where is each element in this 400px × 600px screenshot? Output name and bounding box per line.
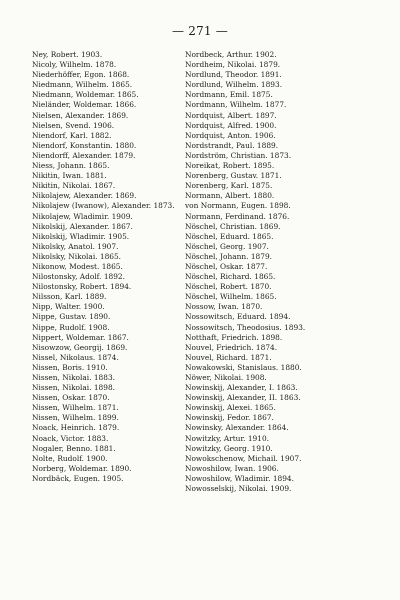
name-entry: Nikolajew, Alexander. 1869. [32,191,137,201]
name-entry: Nordlund, Wilhelm. 1893. [185,80,283,90]
name-entry: Nilostonsky, Adolf. 1892. [32,272,125,282]
name-entry: Niess, Johann. 1865. [32,161,110,171]
name-entry: Nowinsky, Alexander. 1864. [185,423,289,433]
name-entry: Niedmann, Wilhelm. 1865. [32,80,133,90]
name-entry: Nogaler, Benno. 1881. [32,443,116,453]
name-entry: Nöschel, Christian. 1869. [185,221,281,231]
name-entry: Nissen, Nikolai. 1898. [32,383,115,393]
name-entry: Normann, Ferdinand. 1876. [185,211,290,221]
name-entry: Nikolskij, Alexander. 1867. [32,221,133,231]
name-entry: Nowakowski, Stanislaus. 1880. [185,362,302,372]
name-entry: Nordstrandt, Paul. 1889. [185,140,279,150]
name-entry: Nordheim, Nikolai. 1879. [185,60,281,70]
name-entry: Nikolajew, Wladimir. 1909. [32,211,133,221]
name-entry: Nikonow, Modest. 1865. [32,261,123,271]
name-entry: Nippe, Rudolf. 1908. [32,322,110,332]
name-entry: Nowoshilow, Iwan. 1906. [185,463,279,473]
name-entry: Niendorff, Alexander. 1879. [32,150,136,160]
name-entry: Nowinskij, Alexei. 1865. [185,403,276,413]
name-entry: Nöschel, Robert. 1870. [185,282,272,292]
name-entry: Nowoshilow, Wladimir. 1894. [185,473,294,483]
name-entry: Normann, Albert. 1880. [185,191,275,201]
name-entry: Nouvel, Richard. 1871. [185,352,272,362]
name-entry: Niendorf, Karl. 1882. [32,130,112,140]
name-entry: Nordquist, Anton. 1906. [185,130,276,140]
name-entry: Nissen, Oskar. 1870. [32,393,110,403]
name-entry: Nilostonsky, Robert. 1894. [32,282,132,292]
name-entry: Nossowitsch, Theodosius. 1893. [185,322,306,332]
name-entry: Nisowzow, Georgij. 1869. [32,342,128,352]
name-entry: Nissen, Boris. 1910. [32,362,108,372]
name-entry: Norberg, Woldemar. 1890. [32,463,132,473]
name-entry: Nöwer, Nikolai. 1908. [185,373,267,382]
name-entry: Nöschel, Richard. 1865. [185,272,276,282]
name-entry: Nicoly, Wilhelm. 1878. [32,60,117,70]
name-entry: Nordquist, Alfred. 1900. [185,120,277,130]
name-entry: Nowinskij, Alexander, II. 1863. [185,393,301,403]
name-entry: Nikolajew (Iwanow), Alexander. 1873. [32,201,175,211]
name-entry: Nossowitsch, Eduard. 1894. [185,312,291,322]
name-entry: Niedmann, Woldemar. 1865. [32,90,139,100]
name-entry: Nöschel, Georg. 1907. [185,241,269,251]
name-entry: Nippe, Gustav. 1890. [32,312,111,322]
name-entry: Nöschel, Oskar. 1877. [185,261,268,271]
name-entry: Nöschel, Eduard. 1865. [185,231,274,241]
name-entry: Nissen, Wilhelm. 1871. [32,403,119,413]
name-entry: Nolte, Rudolf. 1900. [32,453,108,463]
name-entry: Nowitzky, Artur. 1910. [185,433,270,443]
name-entry: Nordbäck, Eugen. 1905. [32,473,124,483]
name-entry: Nordmann, Wilhelm. 1877. [185,100,287,110]
name-entry: von Normann, Eugen. 1898. [185,201,291,211]
name-entry: Nowinskij, Alexander, I. 1863. [185,383,298,393]
name-entry: Nordquist, Albert. 1897. [185,110,277,120]
name-entry: Nöschel, Johann. 1879. [185,251,272,261]
name-entry: Nikolsky, Anatol. 1907. [32,241,119,251]
name-entry: Norenberg, Karl. 1875. [185,181,273,191]
name-entry: Nowokschenow, Michail. 1907. [185,453,302,463]
name-entry: Nippert, Woldemar. 1867. [32,332,129,342]
left-column [32,50,202,484]
name-entry: Nikolsky, Nikolai. 1865. [32,251,122,261]
name-entry: Notthaft, Friedrich. 1898. [185,332,283,342]
right-column [185,50,370,494]
name-entry: Nielsen, Alexander. 1869. [32,110,129,120]
name-entry: Nowitzky, Georg. 1910. [185,443,273,453]
name-entry: Nordbeck, Arthur. 1902. [185,50,277,59]
name-entry: Nowinskij, Fedor. 1867. [185,413,274,423]
name-entry: Nikitin, Nikolai. 1867. [32,181,116,191]
page-number: — 271 — [172,24,228,38]
name-entry: Nordström, Christian. 1873. [185,150,292,160]
name-entry: Nilsson, Karl. 1889. [32,292,107,302]
name-entry: Nissen, Nikolai. 1883. [32,373,115,382]
name-entry: Norenberg, Gustav. 1871. [185,171,282,181]
name-entry: Nissen, Wilhelm. 1899. [32,413,119,423]
name-entry: Nordmann, Emil. 1875. [185,90,273,100]
name-entry: Nikolskij, Wladimir. 1905. [32,231,130,241]
name-entry: Niederhöffer, Egon. 1868. [32,70,130,80]
name-entry: Noack, Heinrich. 1879. [32,423,120,433]
name-entry: Nipp, Walter. 1900. [32,302,105,312]
name-entry: Noreikat, Robert. 1895. [185,161,275,171]
name-entry: Noack, Victor. 1883. [32,433,109,443]
name-entry: Nikitin, Iwan. 1881. [32,171,107,181]
name-entry: Nieländer, Woldemar. 1866. [32,100,137,110]
name-entry: Nouvel, Friedrich. 1874. [185,342,278,352]
name-entry: Nossow, Iwan. 1870. [185,302,263,312]
name-entry: Nielsen, Svend. 1906. [32,120,115,130]
name-entry: Nowosselskij, Nikolai. 1909. [185,484,292,494]
name-entry: Nissel, Nikolaus. 1874. [32,352,119,362]
name-entry: Nöschel, Wilhelm. 1865. [185,292,277,302]
name-entry: Nordlund, Theodor. 1891. [185,70,282,80]
name-entry: Ney, Robert. 1903. [32,50,103,59]
name-entry: Niendorf, Konstantin. 1880. [32,140,137,150]
